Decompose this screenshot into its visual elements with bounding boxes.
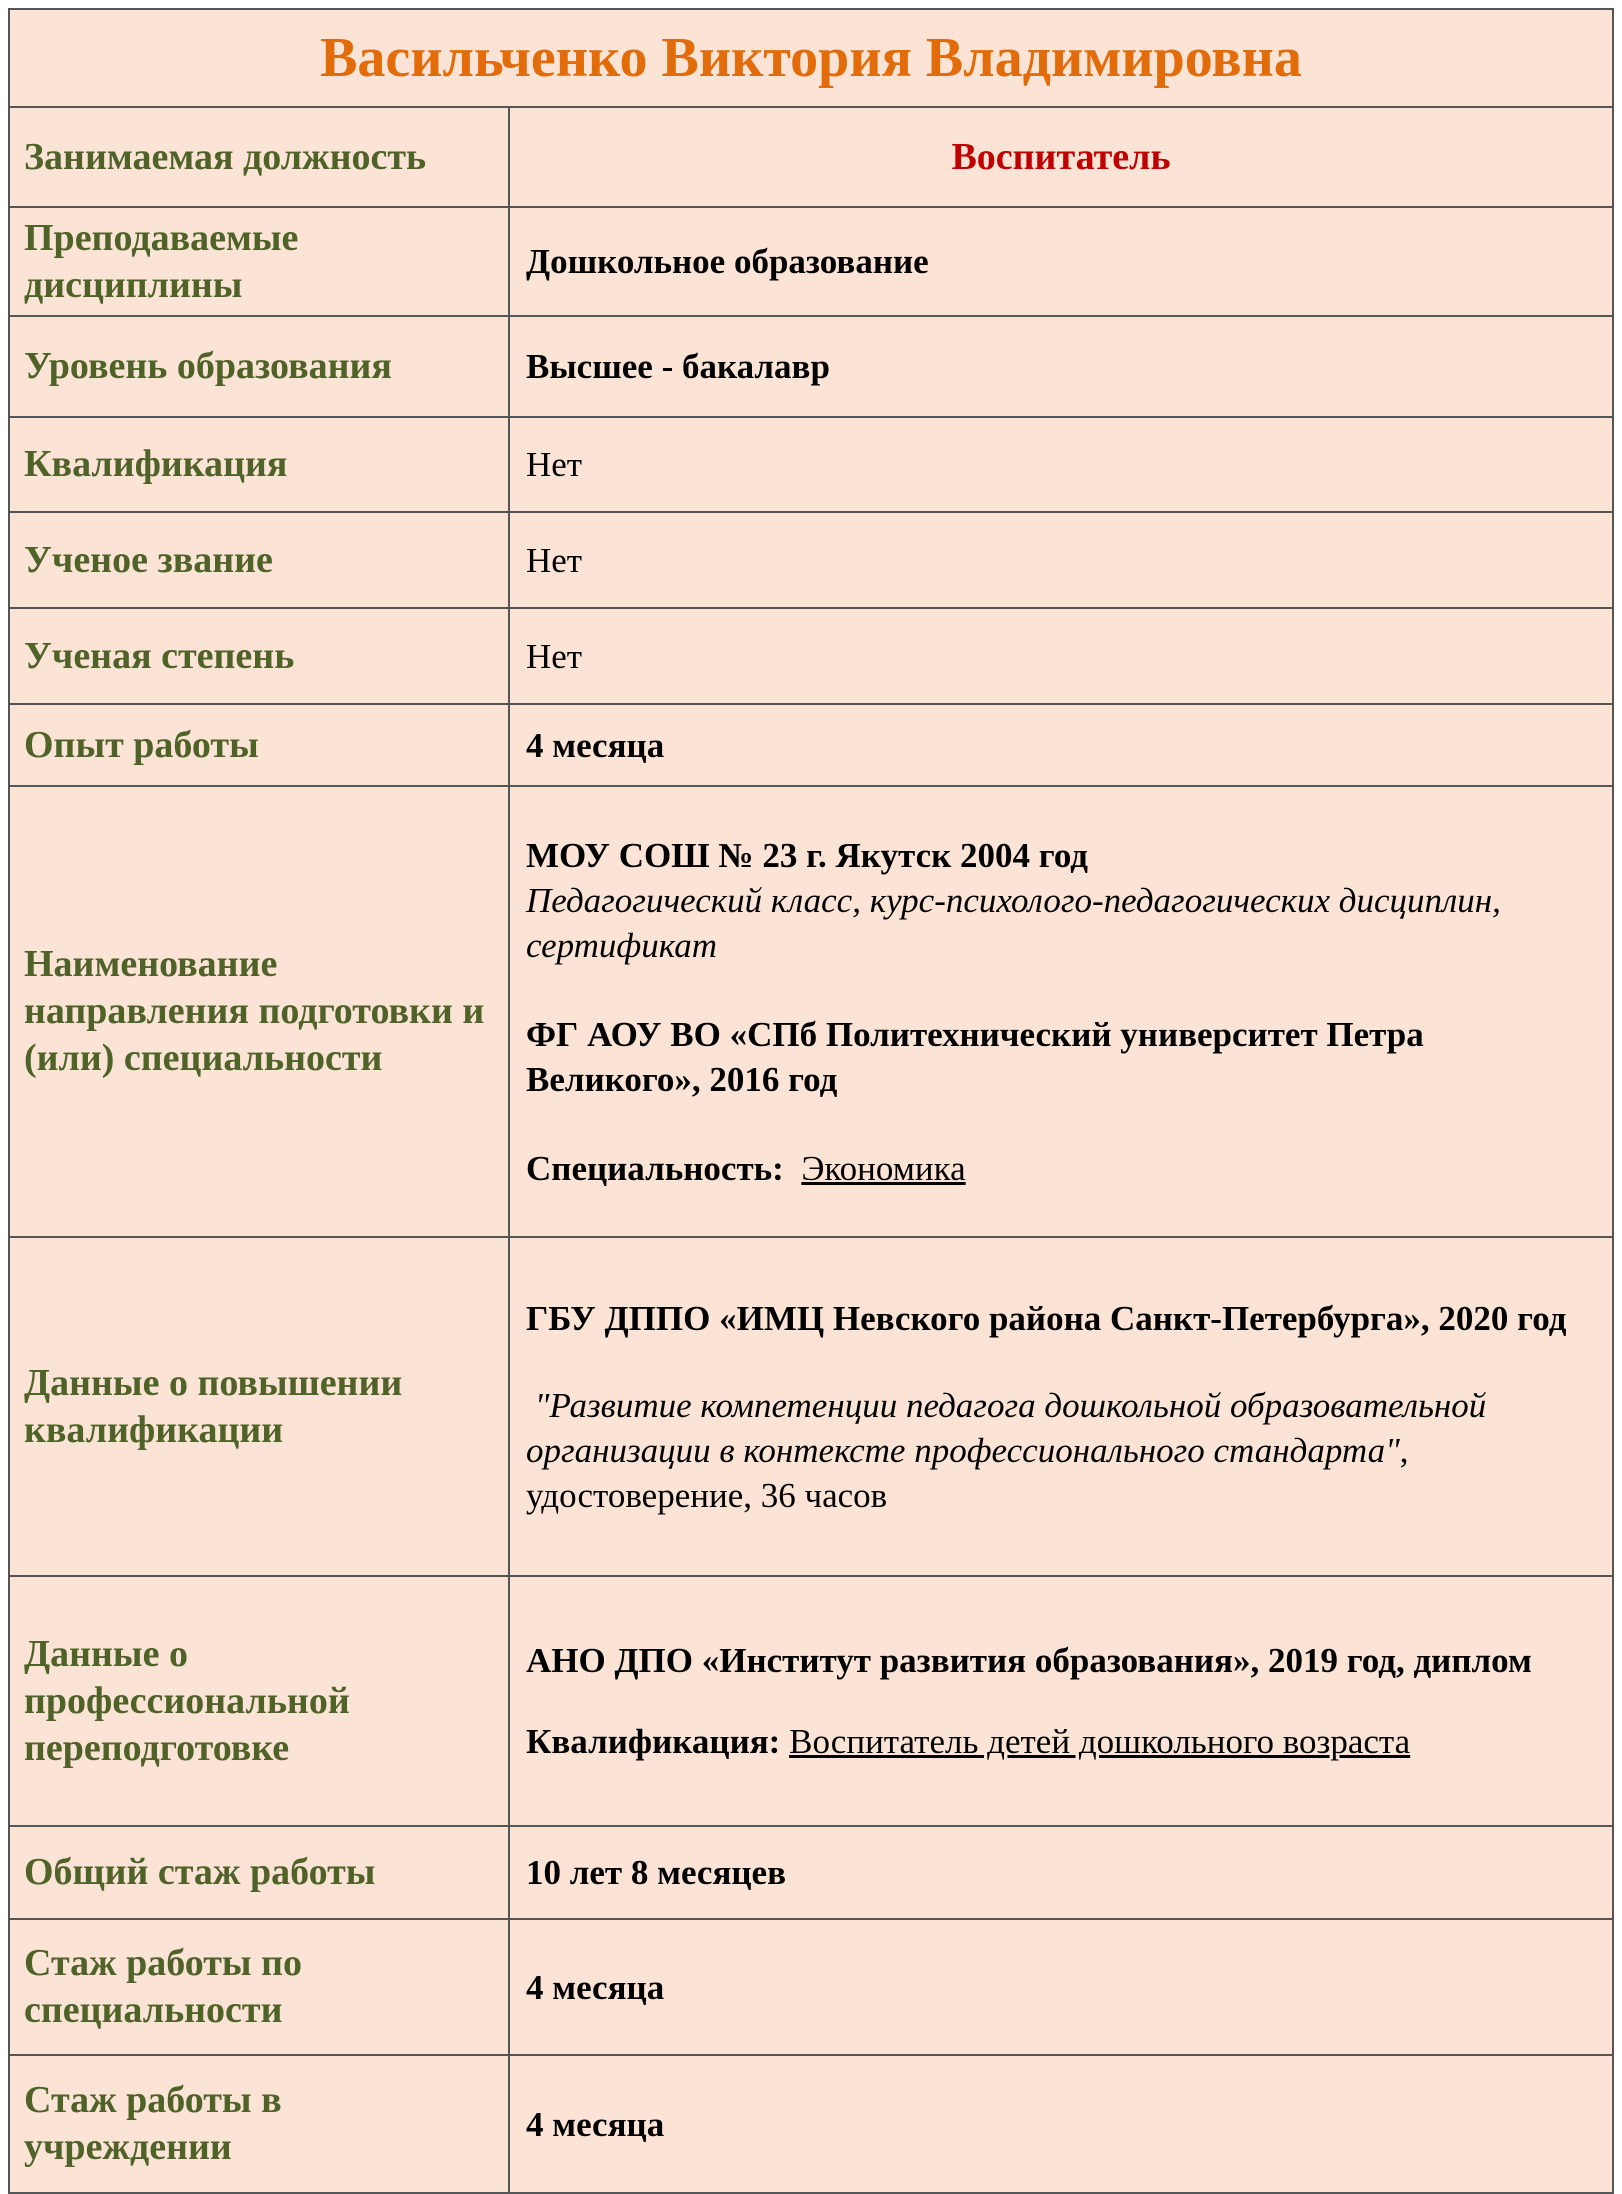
row-value: 10 лет 8 месяцев [526, 1853, 786, 1892]
retraining-qual-label: Квалификация: [526, 1722, 781, 1761]
row-label: Квалификация [10, 418, 510, 511]
row-value: Нет [526, 636, 583, 676]
row-disciplines [10, 208, 1612, 317]
row-value: 4 месяца [526, 2104, 665, 2144]
training-course: "Развитие компетенции педагога дошкольной образовательной организации в контексте профессионального стандарта" [526, 1385, 1487, 1470]
training-course-line [526, 1383, 1596, 1518]
row-experience [10, 705, 1612, 787]
row-qualification [10, 418, 1612, 513]
retraining-qualification-line [526, 1719, 1596, 1764]
row-label: Ученое звание [10, 513, 510, 607]
position-value: Воспитатель [951, 135, 1171, 178]
row-label: Данные о профессиональной переподготовке [10, 1577, 510, 1825]
row-value [510, 1577, 1612, 1825]
training-course-suffix: , удостоверение, 36 часов [526, 1430, 1409, 1515]
row-label: Стаж работы в учреждении [10, 2056, 510, 2192]
teacher-info-table [8, 8, 1614, 2194]
row-value: Дошкольное образование [526, 242, 929, 281]
row-label: Наименование направления подготовки и (или) специальности [10, 787, 510, 1236]
row-value: 4 месяца [526, 1967, 665, 2007]
row-value: Нет [526, 540, 583, 580]
row-value: Нет [526, 445, 583, 484]
row-retraining [10, 1577, 1612, 1827]
school-name: МОУ СОШ № 23 г. Якутск 2004 год [526, 835, 1089, 875]
row-total-experience [10, 1827, 1612, 1920]
row-label: Опыт работы [10, 705, 510, 785]
row-label: Ученая степень [10, 609, 510, 703]
row-training [10, 1238, 1612, 1577]
row-specialty-experience [10, 1920, 1612, 2056]
row-institution-experience [10, 2056, 1612, 2192]
retraining-qual-value: Воспитатель детей дошкольного возраста [789, 1722, 1411, 1761]
school-note: Педагогический класс, курс-психолого-педагогических дисциплин, сертификат [526, 880, 1501, 965]
row-value [510, 787, 1612, 1236]
row-label: Преподаваемые дисциплины [10, 208, 510, 315]
row-edu-level [10, 317, 1612, 418]
row-value [510, 1238, 1612, 1575]
training-institution: ГБУ ДППО «ИМЦ Невского района Санкт-Петербурга», 2020 год [526, 1298, 1567, 1338]
row-label: Общий стаж работы [10, 1827, 510, 1918]
row-value: Высшее - бакалавр [526, 347, 830, 386]
row-specialty [10, 787, 1612, 1238]
row-label: Данные о повышении квалификации [10, 1238, 510, 1575]
row-value: 4 месяца [526, 725, 665, 765]
specialty-line [526, 1146, 1596, 1191]
university-name: ФГ АОУ ВО «СПб Политехнический университет Петра Великого», 2016 год [526, 1014, 1424, 1099]
row-academic-title [10, 513, 1612, 609]
row-position [10, 108, 1612, 208]
retraining-institution: АНО ДПО «Институт развития образования», 2019 год, диплом [526, 1641, 1532, 1680]
row-label: Занимаемая должность [10, 108, 510, 206]
specialty-label: Специальность: [526, 1148, 784, 1188]
row-value [510, 108, 1612, 206]
row-academic-degree [10, 609, 1612, 705]
row-label: Уровень образования [10, 317, 510, 416]
teacher-name-title: Васильченко Виктория Владимировна [10, 10, 1612, 108]
specialty-value: Экономика [801, 1148, 966, 1188]
row-label: Стаж работы по специальности [10, 1920, 510, 2054]
